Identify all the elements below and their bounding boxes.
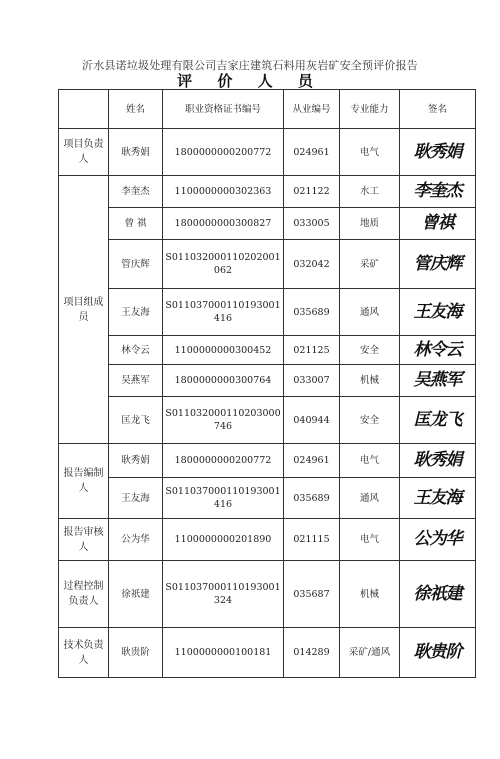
column-header: 姓名 [109,90,163,129]
cert-cell: 1800000000200772 [163,129,284,176]
table-row [59,240,476,289]
table-row [59,478,476,519]
profession-cell: 水工 [340,176,400,208]
name-cell: 王友海 [109,289,163,336]
table-row [59,336,476,365]
signature: 匡龙飞 [400,397,476,444]
employee-no-cell: 021125 [284,336,340,365]
table-row [59,176,476,208]
cert-cell: S011037000110193001416 [163,289,284,336]
name-cell: 林令云 [109,336,163,365]
column-header: 专业能力 [340,90,400,129]
employee-no-cell: 021122 [284,176,340,208]
cert-cell: 1800000000300764 [163,365,284,397]
profession-cell: 安全 [340,336,400,365]
cert-cell: S011037000110193001324 [163,561,284,628]
profession-cell: 通风 [340,289,400,336]
column-header [59,90,109,129]
name-cell: 耿秀娟 [109,444,163,478]
name-cell: 耿秀娟 [109,129,163,176]
cert-cell: 1100000000300452 [163,336,284,365]
signature: 公为华 [400,519,476,561]
cert-cell: 1800000000200772 [163,444,284,478]
name-cell: 曾 祺 [109,208,163,240]
cert-cell: 1800000000300827 [163,208,284,240]
table-row [59,129,476,176]
signature: 王友海 [400,478,476,519]
employee-no-cell: 040944 [284,397,340,444]
group-label: 过程控制负责人 [59,561,109,628]
group-label: 报告编制人 [59,444,109,519]
name-cell: 李奎杰 [109,176,163,208]
profession-cell: 地质 [340,208,400,240]
profession-cell: 采矿/通风 [340,628,400,678]
name-cell: 管庆辉 [109,240,163,289]
employee-no-cell: 024961 [284,444,340,478]
name-cell: 徐祇建 [109,561,163,628]
signature: 徐祇建 [400,561,476,628]
profession-cell: 电气 [340,519,400,561]
signature: 耿秀娟 [400,129,476,176]
employee-no-cell: 035689 [284,289,340,336]
column-header: 从业编号 [284,90,340,129]
column-header: 签名 [400,90,476,129]
signature: 李奎杰 [400,176,476,208]
cert-cell: 1100000000100181 [163,628,284,678]
profession-cell: 通风 [340,478,400,519]
group-label: 技术负责人 [59,628,109,678]
profession-cell: 采矿 [340,240,400,289]
table-row [59,519,476,561]
evaluator-table [58,89,476,678]
cert-cell: 1100000000302363 [163,176,284,208]
employee-no-cell: 014289 [284,628,340,678]
cert-cell: 1100000000201890 [163,519,284,561]
employee-no-cell: 033005 [284,208,340,240]
profession-cell: 安全 [340,397,400,444]
page-title: 评 价 人 员 [177,72,323,90]
report-header: 沂水县诺垃圾处理有限公司吉家庄建筑石料用灰岩矿安全预评价报告 [82,59,418,72]
table-row [59,365,476,397]
profession-cell: 机械 [340,365,400,397]
profession-cell: 电气 [340,129,400,176]
table-row [59,289,476,336]
name-cell: 匡龙飞 [109,397,163,444]
cert-cell: S011037000110193001416 [163,478,284,519]
cert-cell: S011032000110203000746 [163,397,284,444]
group-label: 项目负责人 [59,129,109,176]
employee-no-cell: 035689 [284,478,340,519]
cert-cell: S011032000110202001062 [163,240,284,289]
profession-cell: 电气 [340,444,400,478]
signature: 林令云 [400,336,476,365]
name-cell: 耿贵阶 [109,628,163,678]
table-row [59,561,476,628]
group-label: 项目组成员 [59,176,109,444]
table-row [59,208,476,240]
signature: 吴燕军 [400,365,476,397]
column-header: 职业资格证书编号 [163,90,284,129]
employee-no-cell: 024961 [284,129,340,176]
table-header-row [59,90,476,129]
signature: 耿秀娟 [400,444,476,478]
name-cell: 吴燕军 [109,365,163,397]
employee-no-cell: 035687 [284,561,340,628]
employee-no-cell: 033007 [284,365,340,397]
table-row [59,397,476,444]
name-cell: 王友海 [109,478,163,519]
signature: 管庆辉 [400,240,476,289]
profession-cell: 机械 [340,561,400,628]
signature: 耿贵阶 [400,628,476,678]
employee-no-cell: 032042 [284,240,340,289]
employee-no-cell: 021115 [284,519,340,561]
signature: 曾祺 [400,208,476,240]
table-row [59,444,476,478]
group-label: 报告审核人 [59,519,109,561]
name-cell: 公为华 [109,519,163,561]
table-row [59,628,476,678]
signature: 王友海 [400,289,476,336]
